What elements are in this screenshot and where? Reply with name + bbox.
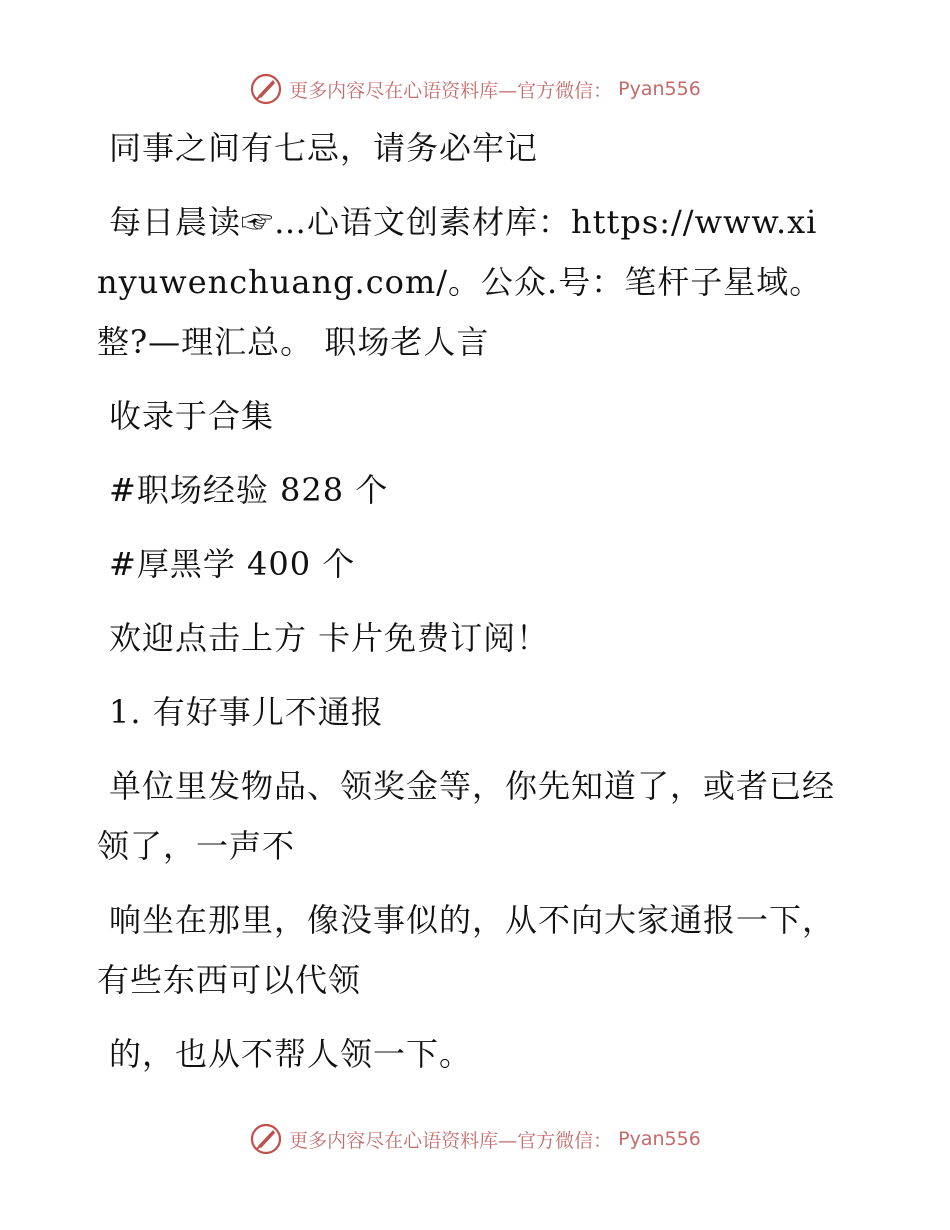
section-heading: 1. 有好事儿不通报	[109, 693, 384, 731]
header-watermark	[0, 72, 950, 106]
collection-label: 收录于合集	[109, 397, 275, 435]
paragraph: 单位里发物品、领奖金等，你先知道了，或者已经领了，一声不	[97, 767, 836, 865]
collection-tag: #职场经验 828 个	[109, 471, 389, 509]
paragraph: 的，也从不帮人领一下。	[109, 1035, 473, 1073]
subscribe-prompt: 欢迎点击上方 卡片免费订阅！	[109, 619, 550, 657]
article-body	[97, 118, 837, 1098]
paragraph: 每日晨读☞…心语文创素材库：https://www.xinyuwenchuang.com/。公众.号：笔杆子星域。整?—理汇总。 职场老人言	[97, 203, 823, 361]
quill-logo-icon	[249, 1122, 283, 1156]
watermark-text: 更多内容尽在心语资料库—官方微信：	[289, 1129, 613, 1152]
quill-logo-icon	[249, 72, 283, 106]
wechat-id: Pyan556	[618, 78, 701, 100]
watermark-text: 更多内容尽在心语资料库—官方微信：	[289, 79, 613, 102]
wechat-id: Pyan556	[618, 1128, 701, 1150]
paragraph: 响坐在那里，像没事似的，从不向大家通报一下，有些东西可以代领	[97, 901, 836, 999]
collection-tag: #厚黑学 400 个	[109, 545, 356, 583]
footer-watermark	[0, 1122, 950, 1156]
article-title: 同事之间有七忌，请务必牢记	[109, 129, 539, 167]
